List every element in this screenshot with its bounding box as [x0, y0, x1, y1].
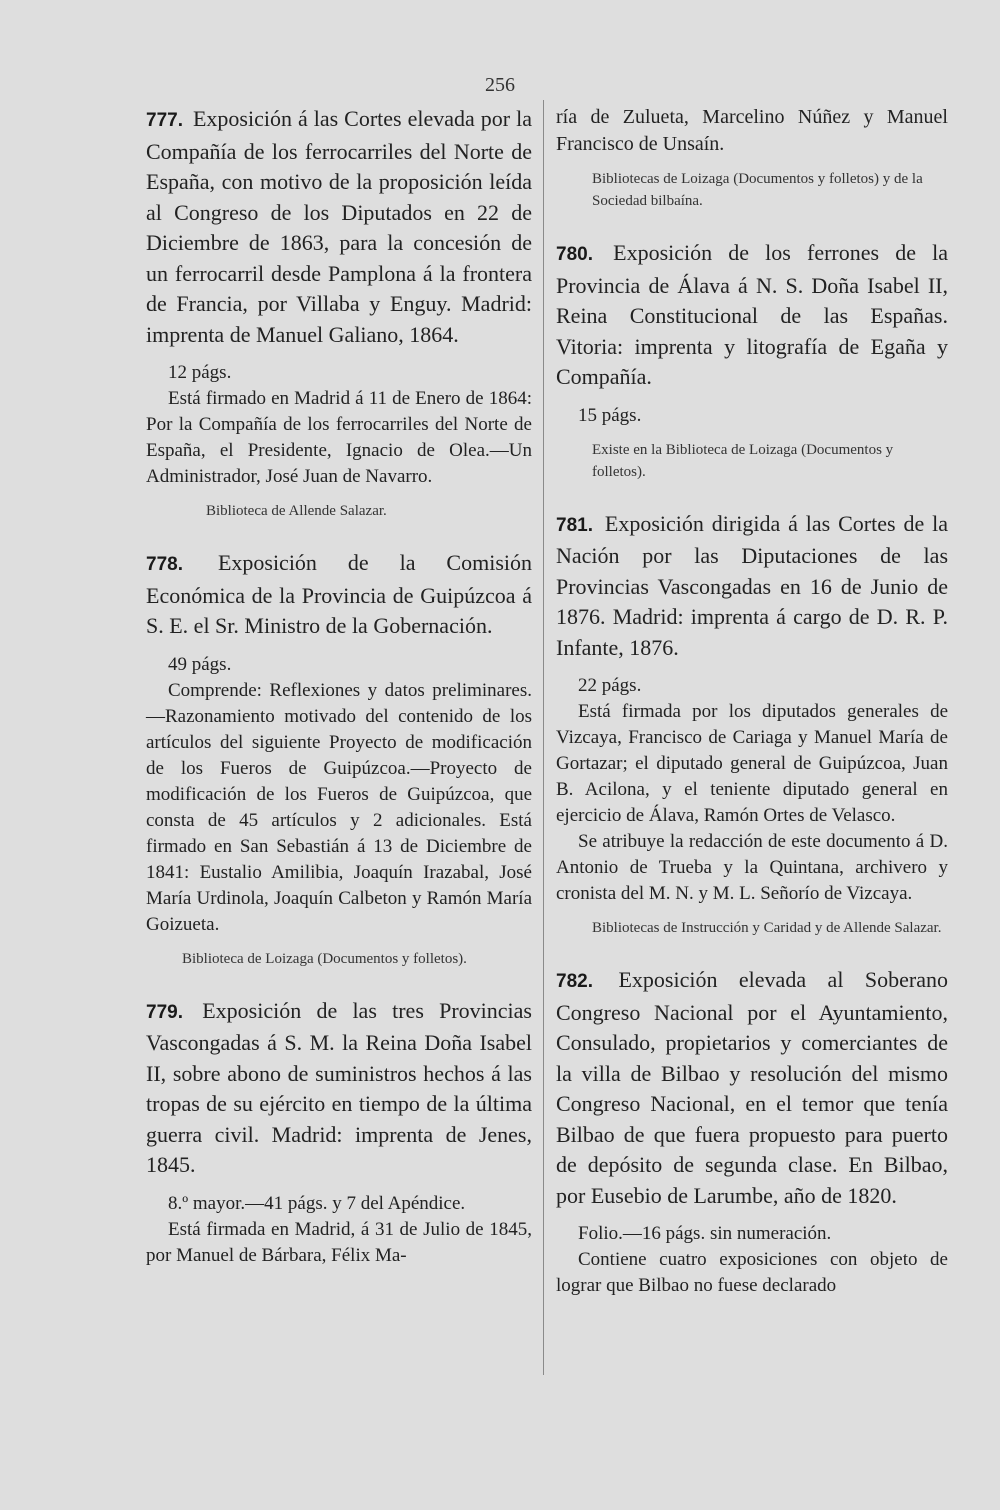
- entry-pages: 12 págs.: [168, 362, 232, 383]
- entry-pages: 15 págs.: [578, 404, 642, 426]
- entry-title: Exposición á las Cortes elevada por la Compañía de los ferrocarriles del Norte de España, con motivo de la proposición leída al Congreso de los Diputados en 22 de Diciembre de 1863, para la concesión de un ferrocarril desde Pamplona á la frontera de Francia, por Villaba y Enguy. Madrid: imprenta de Manuel Galiano, 1864.: [146, 106, 532, 347]
- entry-title: Exposición de las tres Provincias Vascongadas á S. M. la Reina Doña Isabel II, sobre abono de suministros hechos á las tropas de su ejército en tiempo de la última guerra civil. Madrid: imprenta de Jenes, 1845.: [146, 997, 532, 1177]
- left-column: [146, 104, 532, 1295]
- entry-781: [556, 509, 948, 940]
- entry-pages: 8.º mayor.—41 págs. y 7 del Apéndice.: [168, 1192, 466, 1214]
- entry-title: Exposición de los ferrones de la Provincia de Álava á N. S. Doña Isabel II, Reina Constitucional de las Españas. Vitoria: imprenta y litografía de Egaña y Compañía.: [556, 240, 949, 389]
- entry-779: [146, 996, 532, 1269]
- entry-note: Está firmada en Madrid, á 31 de Julio de 1845, por Manuel de Bárbara, Félix Ma-: [146, 1218, 532, 1266]
- entry-library: Bibliotecas de Instrucción y Caridad y de Allende Salazar.: [592, 920, 942, 936]
- entry-library: Existe en la Biblioteca de Loizaga (Documentos y folletos).: [592, 441, 894, 480]
- entry-note: Está firmada por los diputados generales de Vizcaya, Francisco de Cariaga y Manuel María de Gortazar; el diputado general de Guipúzcoa, Juan B. Acilona, y el teniente diputado general en ejercicio de Álava, Ramón Ortes de Velasco.: [556, 701, 948, 826]
- entry-pages: Folio.—16 págs. sin numeración.: [578, 1223, 832, 1244]
- entry-title: Exposición elevada al Soberano Congreso Nacional por el Ayuntamiento, Consulado, propietarios y comerciantes de la villa de Bilbao y resolución del mismo Congreso Nacional, en el temor que tenía Bilbao de que fuera propuesto para puerto de depósito de segunda clase. En Bilbao, por Eusebio de Larumbe, año de 1820.: [556, 967, 948, 1208]
- entry-number: 780.: [556, 244, 593, 265]
- continuation-text: ría de Zulueta, Marcelino Núñez y Manuel Francisco de Unsaín.: [556, 106, 948, 155]
- entry-library: Biblioteca de Allende Salazar.: [206, 503, 387, 519]
- right-column: [556, 104, 948, 1325]
- entry-note: Se atribuye la redacción de este documento á D. Antonio de Trueba y la Quintana, archivero y cronista del M. N. y M. L. Señorío de Vizcaya.: [556, 831, 948, 904]
- entry-pages: 49 págs.: [168, 653, 232, 675]
- entry-779-continuation: [556, 104, 948, 212]
- continuation-library: Bibliotecas de Loizaga (Documentos y folletos) y de la Sociedad bilbaína.: [592, 171, 923, 209]
- entry-782: [556, 965, 948, 1299]
- entry-note: Contiene cuatro exposiciones con objeto de lograr que Bilbao no fuese declarado: [556, 1249, 948, 1296]
- entry-title: Exposición de la Comisión Económica de la Provincia de Guipúzcoa á S. E. el Sr. Ministro de la Gobernación.: [146, 550, 532, 638]
- entry-note: Está firmado en Madrid á 11 de Enero de 1864: Por la Compañía de los ferrocarriles del Norte de España, el Presidente, Ignacio de Olea.—Un Administrador, José Juan de Navarro.: [146, 388, 532, 487]
- entry-pages: 22 págs.: [578, 675, 642, 696]
- entry-number: 782.: [556, 971, 593, 992]
- entry-777: [146, 104, 532, 522]
- entry-library: Biblioteca de Loizaga (Documentos y folletos).: [182, 950, 467, 967]
- entry-number: 778.: [146, 554, 183, 575]
- entry-number: 781.: [556, 514, 593, 536]
- entry-780: [556, 238, 948, 483]
- column-divider: [543, 100, 544, 1375]
- entry-note: Comprende: Reflexiones y datos preliminares.—Razonamiento motivado del contenido de los artículos del siguiente Proyecto de modificación de los Fueros de Guipúzcoa.—Proyecto de modificación de los Fueros de Guipúzcoa, que consta de 45 artículos y 2 adicionales. Está firmado en San Sebastián á 13 de Diciembre de 1841: Eustalio Amilibia, Joaquín Irazabal, José María Urdinola, Joaquín Calbeton y Ramón María Goizueta.: [146, 679, 532, 935]
- entry-number: 779.: [146, 1001, 183, 1023]
- entry-778: [146, 548, 532, 970]
- entry-title: Exposición dirigida á las Cortes de la Nación por las Diputaciones de las Provincias Vascongadas en 16 de Junio de 1876. Madrid: imprenta á cargo de D. R. P. Infante, 1876.: [556, 510, 949, 660]
- page-number: 256: [485, 74, 515, 96]
- entry-number: 777.: [146, 110, 183, 131]
